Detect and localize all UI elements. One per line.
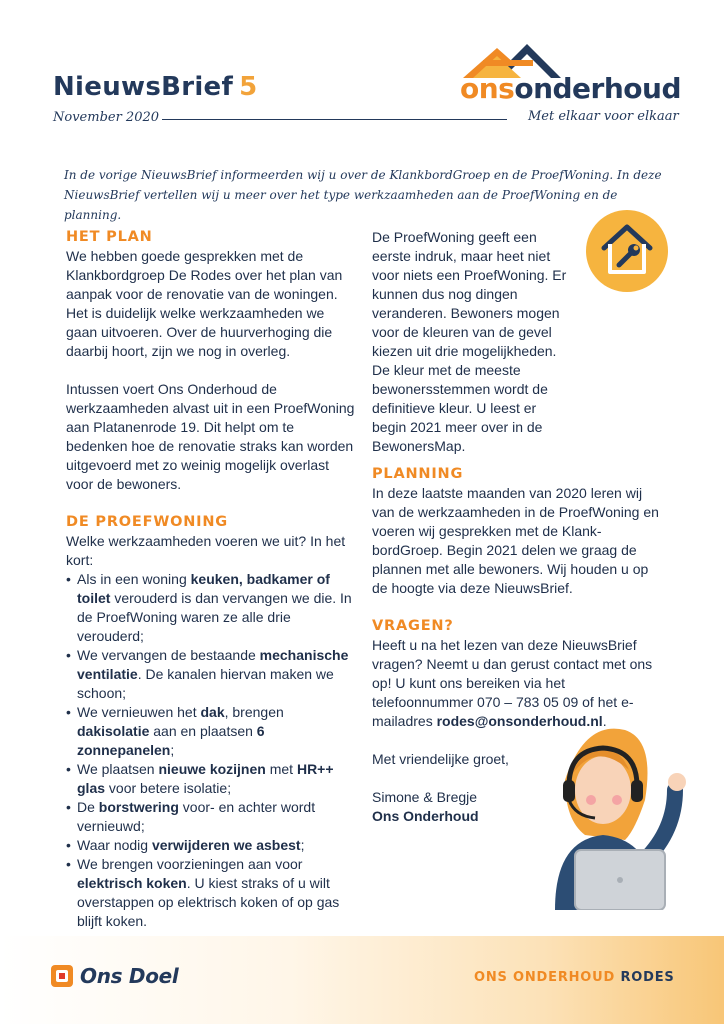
helpdesk-person-illustration	[525, 720, 695, 910]
newsletter-title	[53, 72, 258, 102]
vragen-heading: VRAGEN?	[372, 618, 454, 634]
list-item: • We vervangen de bestaande mechanische ventilatie. De kanalen hiervan maken we schoon;	[66, 646, 356, 703]
footer-brand	[474, 970, 675, 985]
proefwoning-heading: DE PROEFWONING	[66, 514, 229, 530]
footer-brand-part1: ONS ONDERHOUD	[474, 970, 616, 985]
list-item: • We brengen voorzieningen aan voor elektrisch koken. U kiest straks of u wilt overstappen op elektrisch koken of op gas blijft koken.	[66, 855, 356, 931]
list-item: • We vernieuwen het dak, brengen dakisolatie aan en plaatsen 6 zonnepanelen;	[66, 703, 356, 760]
list-item: • Waar nodig verwijderen we asbest;	[66, 836, 356, 855]
intro-text: In de vorige NieuwsBrief informeerden wij u over de KlankbordGroep en de ProefWoning. In deze NieuwsBrief vertellen wij u meer over het type werkzaamheden aan de ProefWoning en de planning.	[64, 168, 662, 222]
title-text: NieuwsBrief	[53, 72, 234, 102]
plan-heading: HET PLAN	[66, 229, 153, 245]
signers: Simone & Bregje	[372, 789, 478, 805]
header-rule	[162, 119, 507, 120]
email-address[interactable]: rodes@onsonderhoud.nl	[436, 713, 603, 729]
vragen-paragraph: Heeft u na het lezen van deze NieuwsBrief vragen? Neemt u dan gerust contact met ons op! U kunt ons bereiken via het telefoonnummer 070 – 783 05 09 of het e-mailadres rodes@onsonderhoud.nl.	[372, 637, 653, 729]
proefwoning-intro: Welke werkzaamheden voeren we uit? In het kort:	[66, 533, 346, 568]
ons-doel-logo-icon	[50, 964, 74, 988]
list-item: • De borstwering voor- en achter wordt vernieuwd;	[66, 798, 356, 836]
issue-number: 5	[239, 72, 258, 102]
proefwoning-continued	[372, 228, 662, 456]
planning-paragraph: In deze laatste maanden van 2020 leren wij van de werkzaamheden in de ProefWoning en voeren wij gesprekken met de Klank-bordGroep. Begin 2021 delen we graag de plannen met alle bewoners. Wij houden u op de hoogte via deze NieuwsBrief.	[372, 485, 659, 596]
org-name: Ons Onderhoud	[372, 808, 479, 824]
plan-paragraph-1: We hebben goede gesprekken met de Klankbordgroep De Rodes over het plan van aanpak voor de renovatie van de woningen. Het is duidelijk welke werkzaamheden we gaan uitvoeren. Over de huurverhoging die daarbij hoort, zijn we nog in overleg.	[66, 248, 343, 359]
ons-doel-text: Ons Doel	[80, 964, 179, 988]
brand-part2: onderhoud	[514, 72, 682, 105]
list-item: • Als in een woning keuken, badkamer of toilet verouderd is dan vervangen we die. In de ProefWoning waren ze alle drie verouderd;	[66, 570, 356, 646]
brand-part1: ons	[460, 72, 515, 105]
plan-paragraph-2: Intussen voert Ons Onderhoud de werkzaamheden alvast uit in een ProefWoning aan Platanenrode 19. Dit helpt om te bedenken hoe de renovatie straks kan worden uitgevoerd met zo weinig mogelijk overlast voor de bewoners.	[66, 381, 355, 492]
list-item: • We plaatsen nieuwe kozijnen met HR++ glas voor betere isolatie;	[66, 760, 356, 798]
tagline: Met elkaar voor elkaar	[528, 109, 679, 124]
works-list	[66, 570, 356, 931]
proef-cont-text: De ProefWoning geeft een eerste indruk, maar heet niet voor niets een ProefWoning. Er kunnen dus nog dingen veranderen. Bewoners mogen voor de kleuren van de gevel kiezen uit drie mogelijkheden. De kleur met de meeste bewonersstemmen wordt de definitieve kleur. U leest er begin 2021 meer over in de BewonersMap.	[372, 229, 567, 454]
ons-doel-logo	[50, 964, 178, 988]
greeting: Met vriendelijke groet,	[372, 751, 509, 767]
issue-date: November 2020	[53, 110, 160, 125]
planning-heading: PLANNING	[372, 466, 464, 482]
footer-brand-part2: RODES	[620, 970, 675, 985]
brand-logo	[460, 72, 681, 105]
left-column	[66, 228, 356, 931]
